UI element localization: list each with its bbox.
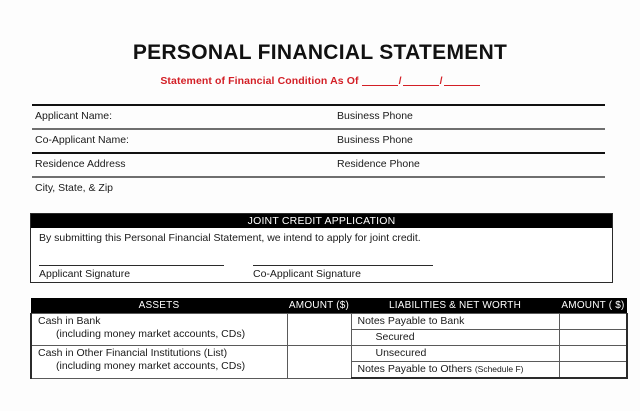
co-applicant-signature-line[interactable] xyxy=(253,265,433,266)
joint-credit-header: JOINT CREDIT APPLICATION xyxy=(31,214,612,228)
co-applicant-name-label: Co-Applicant Name: xyxy=(35,134,129,146)
asset-label-sub: (including money market accounts, CDs) xyxy=(56,328,246,340)
asset-cell-cash-in-bank[interactable] xyxy=(31,314,287,346)
applicant-signature-label: Applicant Signature xyxy=(39,268,131,280)
rule-line xyxy=(32,176,605,178)
liability-label-main: Secured xyxy=(375,331,415,343)
liability-label-main: Notes Payable to Bank xyxy=(357,315,465,327)
assets-liabilities-table xyxy=(30,298,628,379)
asset-label-main: Cash in Other Financial Institutions (List) xyxy=(38,347,228,359)
liability-amount-cell[interactable] xyxy=(559,330,627,346)
residence-phone-label: Residence Phone xyxy=(337,158,420,170)
liability-cell-notes-payable-to-others[interactable] xyxy=(351,362,559,379)
date-month-blank[interactable] xyxy=(362,74,398,86)
assets-amount-column-header: AMOUNT ($) xyxy=(287,298,351,314)
liabilities-amount-column-header: AMOUNT ( $) xyxy=(559,298,627,314)
applicant-business-phone-label: Business Phone xyxy=(337,110,413,122)
co-applicant-signature-label: Co-Applicant Signature xyxy=(253,268,361,280)
info-row-co-applicant-name xyxy=(32,128,605,152)
liability-cell-secured[interactable] xyxy=(351,330,559,346)
liability-label-main: Notes Payable to Others xyxy=(357,363,472,375)
rule-line xyxy=(32,128,605,130)
table-row xyxy=(31,314,627,330)
liabilities-column-header: LIABILITIES & NET WORTH xyxy=(351,298,559,314)
date-separator-1: / xyxy=(398,75,402,87)
liability-label xyxy=(352,362,559,376)
rule-line xyxy=(32,152,605,154)
table-header-row xyxy=(31,298,627,314)
applicant-info-block xyxy=(32,104,605,200)
liability-label-note: (Schedule F) xyxy=(474,364,524,374)
liability-label xyxy=(352,330,559,344)
liability-amount-cell[interactable] xyxy=(559,314,627,330)
liability-amount-cell[interactable] xyxy=(559,346,627,362)
date-day-blank[interactable] xyxy=(403,74,439,86)
asset-label-sub: (including money market accounts, CDs) xyxy=(56,360,246,372)
table-row xyxy=(31,346,627,362)
joint-credit-body-text: By submitting this Personal Financial Statement, we intend to apply for joint credit. xyxy=(39,232,421,244)
liability-amount-cell[interactable] xyxy=(559,362,627,379)
statement-date-line xyxy=(0,74,640,87)
page-title: PERSONAL FINANCIAL STATEMENT xyxy=(132,41,508,64)
liability-cell-unsecured[interactable] xyxy=(351,346,559,362)
asset-label xyxy=(32,346,287,373)
date-year-blank[interactable] xyxy=(444,74,480,86)
info-row-residence-address xyxy=(32,152,605,176)
asset-label-main: Cash in Bank xyxy=(38,315,101,327)
applicant-signature-line[interactable] xyxy=(39,265,224,266)
joint-credit-application-box xyxy=(30,213,613,283)
asset-amount-cell[interactable] xyxy=(287,346,351,379)
co-applicant-business-phone-label: Business Phone xyxy=(337,134,413,146)
asset-amount-cell[interactable] xyxy=(287,314,351,346)
applicant-name-label: Applicant Name: xyxy=(35,110,113,122)
info-row-city-state-zip xyxy=(32,176,605,200)
info-row-applicant-name xyxy=(32,104,605,128)
statement-date-prefix: Statement of Financial Condition As Of xyxy=(160,75,359,87)
liability-label-main: Unsecured xyxy=(375,347,427,359)
asset-label xyxy=(32,314,287,341)
liability-label xyxy=(352,314,559,328)
date-separator-2: / xyxy=(439,75,443,87)
city-state-zip-label: City, State, & Zip xyxy=(35,182,113,194)
residence-address-label: Residence Address xyxy=(35,158,126,170)
assets-column-header: ASSETS xyxy=(31,298,287,314)
liability-label xyxy=(352,346,559,360)
rule-line xyxy=(32,104,605,106)
asset-cell-cash-other-institutions[interactable] xyxy=(31,346,287,379)
liability-cell-notes-payable-to-bank[interactable] xyxy=(351,314,559,330)
